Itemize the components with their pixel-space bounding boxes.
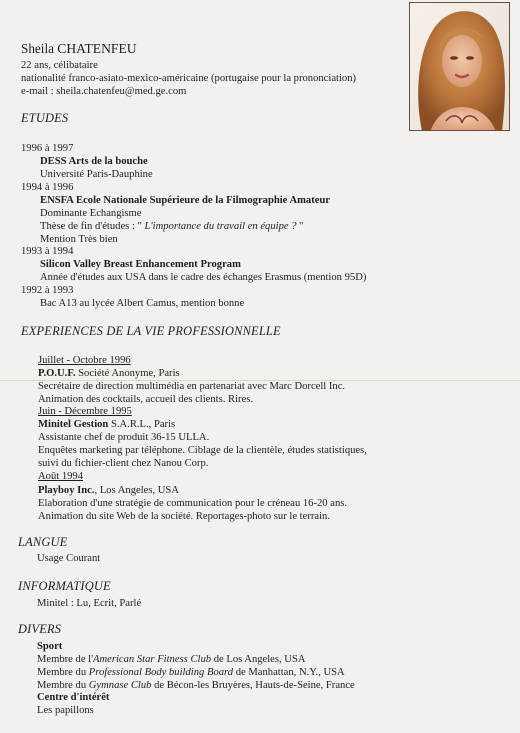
exp-2-company-name: Minitel Gestion [38, 419, 109, 430]
sport-club-2 [37, 666, 345, 679]
thesis-title: L'importance du travail en équipe ? [141, 221, 300, 232]
interest-label: Centre d'intérêt [37, 692, 110, 703]
first-name: Sheila [21, 41, 54, 56]
exp-1-line-1: Secrétaire de direction multimédia en partenariat avec Marc Dorcell Inc. [38, 381, 346, 392]
etude-2-years: 1994 à 1996 [21, 182, 74, 193]
section-title-divers: DIVERS [18, 622, 62, 636]
exp-3-company-rest: , Los Angeles, USA [94, 485, 179, 496]
exp-1-company-name: P.O.U.F. [38, 368, 76, 379]
exp-3-company [38, 484, 179, 497]
exp-2-period: Juin - Décembre 1995 [38, 406, 132, 417]
section-title-informatique: INFORMATIQUE [18, 579, 111, 593]
section-title-experiences: EXPERIENCES DE LA VIE PROFESSIONNELLE [21, 324, 281, 338]
thesis-suffix: " [299, 221, 304, 232]
sport-club-1-post: de Los Angeles, USA [211, 654, 306, 665]
age-status: 22 ans, célibataire [21, 60, 98, 71]
etude-2-degree: ENSFA Ecole Nationale Supérieure de la Filmographie Amateur [40, 195, 331, 206]
exp-3-period: Août 1994 [38, 471, 84, 482]
etude-1-degree: DESS Arts de la bouche [40, 156, 148, 167]
exp-3-line-2: Animation du site Web de la société. Reportages-photo sur le terrain. [38, 511, 330, 522]
exp-1-company [38, 367, 180, 380]
section-title-langue: LANGUE [18, 535, 68, 549]
nationality: nationalité franco-asiato-mexico-américaine (portugaise pour la prononciation) [21, 73, 357, 84]
informatique-value: Minitel : Lu, Ecrit, Parlé [37, 598, 142, 609]
section-title-etudes: ETUDES [21, 111, 69, 125]
sport-club-1-name: American Star Fitness Club [93, 654, 212, 665]
sport-club-2-pre: Membre du [37, 667, 89, 678]
exp-2-line-1: Assistante chef de produit 36-15 ULLA. [38, 432, 210, 443]
etude-4-years: 1992 à 1993 [21, 285, 74, 296]
exp-2-company [38, 418, 175, 431]
etude-1-years: 1996 à 1997 [21, 143, 74, 154]
sport-label: Sport [37, 641, 63, 652]
sport-club-1 [37, 653, 306, 666]
exp-1-company-rest: Société Anonyme, Paris [75, 368, 180, 379]
etude-2-detail: Dominante Echangisme [40, 208, 142, 219]
exp-2-company-rest: S.A.R.L., Paris [108, 419, 176, 430]
exp-1-period: Juillet - Octobre 1996 [38, 355, 131, 366]
sport-club-1-pre: Membre de l' [37, 654, 94, 665]
etude-3-detail: Année d'études aux USA dans le cadre des échanges Erasmus (mention 95D) [40, 272, 367, 283]
sport-club-3-post: de Bécon-les Bruyères, Hauts-de-Seine, France [151, 680, 355, 691]
last-name: CHATENFEU [57, 41, 137, 56]
full-name [21, 42, 137, 55]
etude-3-years: 1993 à 1994 [21, 246, 74, 257]
etude-2-mention: Mention Très bien [40, 234, 118, 245]
etude-2-thesis [40, 220, 304, 233]
sport-club-2-name: Professional Body building Board [88, 667, 234, 678]
exp-2-line-3: suivi du fichier-client chez Nanou Corp. [38, 458, 209, 469]
etude-3-degree: Silicon Valley Breast Enhancement Program [40, 259, 241, 270]
interest-value: Les papillons [37, 705, 94, 716]
langue-value: Usage Courant [37, 553, 101, 564]
exp-1-line-2: Animation des cocktails, accueil des clients. Rires. [38, 394, 254, 405]
sport-club-3-name: Gymnase Club [88, 680, 152, 691]
sport-club-3-pre: Membre du [37, 680, 89, 691]
etude-4-detail: Bac A13 au lycée Albert Camus, mention bonne [40, 298, 245, 309]
exp-3-company-name: Playboy Inc. [38, 485, 95, 496]
etude-1-detail: Université Paris-Dauphine [40, 169, 153, 180]
exp-2-line-2: Enquêtes marketing par téléphone. Ciblage de la clientèle, études statistiques, [38, 445, 367, 456]
email-line: e-mail : sheila.chatenfeu@med.ge.com [21, 86, 187, 97]
portrait-photo [409, 2, 510, 131]
thesis-prefix: Thèse de fin d'études : " [40, 221, 142, 232]
sport-club-2-post: de Manhattan, N.Y., USA [233, 667, 345, 678]
exp-3-line-1: Elaboration d'une stratégie de communication pour le créneau 16-20 ans. [38, 498, 348, 509]
